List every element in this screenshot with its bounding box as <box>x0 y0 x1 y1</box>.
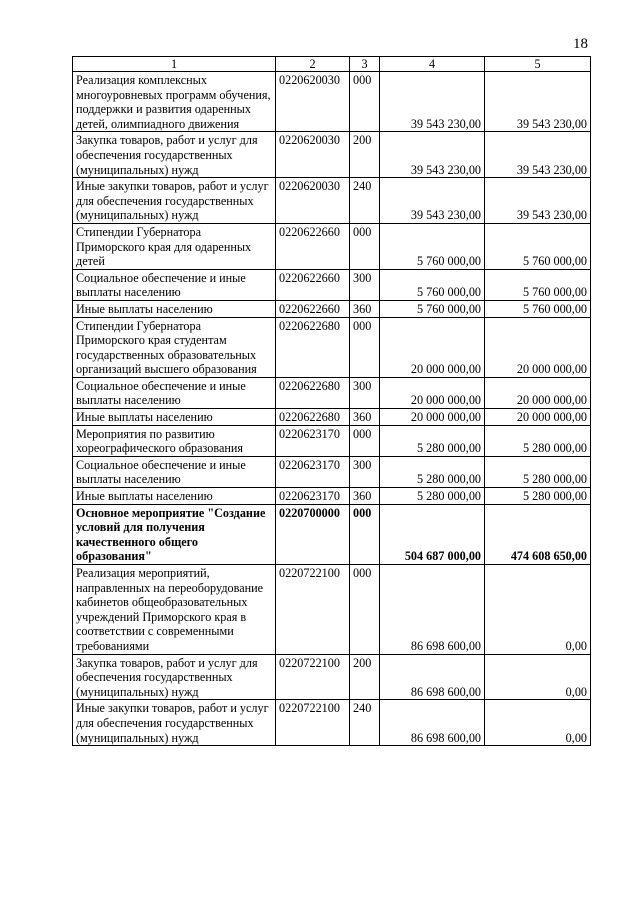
expense-type-code: 240 <box>350 700 380 746</box>
amount-column-4: 39 543 230,00 <box>380 72 485 132</box>
expense-name: Стипендии Губернатора Приморского края студентам государственных образовательных организаций высшего образования <box>73 317 276 377</box>
amount-column-4: 504 687 000,00 <box>380 504 485 564</box>
expense-name: Реализация комплексных многоуровневых программ обучения, поддержки и развития одаренных детей, олимпиадного движения <box>73 72 276 132</box>
amount-column-4: 5 280 000,00 <box>380 488 485 505</box>
table-row-main-activity <box>73 504 591 564</box>
amount-column-5: 5 760 000,00 <box>485 223 591 269</box>
expense-type-code: 000 <box>350 565 380 655</box>
amount-column-4: 5 280 000,00 <box>380 456 485 487</box>
amount-column-4: 5 280 000,00 <box>380 425 485 456</box>
table-row <box>73 409 591 426</box>
expense-type-code: 300 <box>350 269 380 300</box>
column-header: 1 <box>73 57 276 72</box>
expense-type-code: 000 <box>350 317 380 377</box>
target-article-code: 0220622660 <box>276 269 350 300</box>
expense-type-code: 300 <box>350 456 380 487</box>
amount-column-4: 20 000 000,00 <box>380 317 485 377</box>
amount-column-5: 5 760 000,00 <box>485 269 591 300</box>
amount-column-5: 20 000 000,00 <box>485 317 591 377</box>
table-header-row <box>73 57 591 72</box>
expense-type-code: 200 <box>350 654 380 700</box>
column-header: 4 <box>380 57 485 72</box>
target-article-code: 0220620030 <box>276 178 350 224</box>
expense-type-code: 000 <box>350 223 380 269</box>
target-article-code: 0220623170 <box>276 456 350 487</box>
expense-type-code: 000 <box>350 72 380 132</box>
expense-name: Закупка товаров, работ и услуг для обеспечения государственных (муниципальных) нужд <box>73 132 276 178</box>
amount-column-5: 0,00 <box>485 565 591 655</box>
column-header: 5 <box>485 57 591 72</box>
table-row <box>73 300 591 317</box>
target-article-code: 0220622660 <box>276 300 350 317</box>
amount-column-5: 20 000 000,00 <box>485 377 591 408</box>
table-row <box>73 425 591 456</box>
amount-column-5: 39 543 230,00 <box>485 72 591 132</box>
amount-column-4: 5 760 000,00 <box>380 269 485 300</box>
table-row <box>73 132 591 178</box>
expense-type-code: 300 <box>350 377 380 408</box>
amount-column-4: 5 760 000,00 <box>380 300 485 317</box>
amount-column-5: 39 543 230,00 <box>485 132 591 178</box>
table-row <box>73 456 591 487</box>
table-row <box>73 565 591 655</box>
target-article-code: 0220722100 <box>276 700 350 746</box>
amount-column-5: 5 280 000,00 <box>485 425 591 456</box>
expense-name: Стипендии Губернатора Приморского края для одаренных детей <box>73 223 276 269</box>
column-header: 3 <box>350 57 380 72</box>
table-row <box>73 178 591 224</box>
target-article-code: 0220722100 <box>276 654 350 700</box>
amount-column-4: 20 000 000,00 <box>380 409 485 426</box>
amount-column-4: 86 698 600,00 <box>380 700 485 746</box>
expense-type-code: 200 <box>350 132 380 178</box>
expense-name: Иные закупки товаров, работ и услуг для обеспечения государственных (муниципальных) нужд <box>73 178 276 224</box>
amount-column-5: 20 000 000,00 <box>485 409 591 426</box>
expense-name: Закупка товаров, работ и услуг для обеспечения государственных (муниципальных) нужд <box>73 654 276 700</box>
expense-type-code: 240 <box>350 178 380 224</box>
expense-type-code: 000 <box>350 425 380 456</box>
amount-column-4: 39 543 230,00 <box>380 178 485 224</box>
target-article-code: 0220622680 <box>276 377 350 408</box>
target-article-code: 0220623170 <box>276 425 350 456</box>
expense-name: Социальное обеспечение и иные выплаты населению <box>73 456 276 487</box>
budget-table <box>72 56 591 746</box>
amount-column-5: 5 760 000,00 <box>485 300 591 317</box>
amount-column-4: 86 698 600,00 <box>380 654 485 700</box>
target-article-code: 0220622660 <box>276 223 350 269</box>
expense-name: Иные закупки товаров, работ и услуг для обеспечения государственных (муниципальных) нужд <box>73 700 276 746</box>
amount-column-5: 5 280 000,00 <box>485 488 591 505</box>
expense-name: Иные выплаты населению <box>73 300 276 317</box>
table-row <box>73 488 591 505</box>
amount-column-5: 5 280 000,00 <box>485 456 591 487</box>
amount-column-5: 0,00 <box>485 654 591 700</box>
expense-type-code: 360 <box>350 300 380 317</box>
table-row <box>73 269 591 300</box>
amount-column-5: 474 608 650,00 <box>485 504 591 564</box>
expense-name: Социальное обеспечение и иные выплаты населению <box>73 377 276 408</box>
target-article-code: 0220622680 <box>276 409 350 426</box>
expense-type-code: 360 <box>350 409 380 426</box>
table-row <box>73 377 591 408</box>
expense-type-code: 000 <box>350 504 380 564</box>
amount-column-4: 5 760 000,00 <box>380 223 485 269</box>
column-header: 2 <box>276 57 350 72</box>
amount-column-4: 20 000 000,00 <box>380 377 485 408</box>
expense-name: Социальное обеспечение и иные выплаты населению <box>73 269 276 300</box>
target-article-code: 0220622680 <box>276 317 350 377</box>
expense-name: Основное мероприятие "Создание условий для получения качественного общего образования" <box>73 504 276 564</box>
page-number: 18 <box>573 36 588 52</box>
table-row <box>73 317 591 377</box>
amount-column-5: 39 543 230,00 <box>485 178 591 224</box>
expense-name: Мероприятия по развитию хореографического образования <box>73 425 276 456</box>
target-article-code: 0220623170 <box>276 488 350 505</box>
amount-column-5: 0,00 <box>485 700 591 746</box>
amount-column-4: 86 698 600,00 <box>380 565 485 655</box>
table-row <box>73 223 591 269</box>
table-row <box>73 72 591 132</box>
table-row <box>73 700 591 746</box>
amount-column-4: 39 543 230,00 <box>380 132 485 178</box>
target-article-code: 0220700000 <box>276 504 350 564</box>
expense-name: Реализация мероприятий, направленных на переоборудование кабинетов общеобразовательных учреждений Приморского края в соответствии с современными требованиями <box>73 565 276 655</box>
expense-name: Иные выплаты населению <box>73 488 276 505</box>
target-article-code: 0220620030 <box>276 132 350 178</box>
target-article-code: 0220620030 <box>276 72 350 132</box>
target-article-code: 0220722100 <box>276 565 350 655</box>
expense-name: Иные выплаты населению <box>73 409 276 426</box>
expense-type-code: 360 <box>350 488 380 505</box>
table-row <box>73 654 591 700</box>
